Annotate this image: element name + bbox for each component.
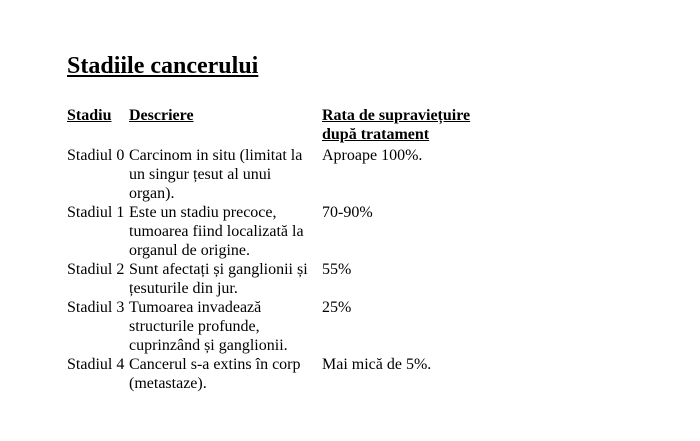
description-cell: Tumoarea invadează structurile profunde, cuprinzând și ganglionii.	[129, 299, 288, 354]
page-title: Stadiile cancerului	[67, 53, 259, 79]
column-header-description: Descriere	[129, 107, 194, 124]
column-header-stage: Stadiu	[67, 107, 112, 124]
survival-cell: 55%	[322, 261, 352, 278]
description-cell: Este un stadiu precoce, tumoarea fiind localizată la organul de origine.	[129, 204, 304, 259]
stage-cell: Stadiul 4	[67, 356, 125, 373]
survival-cell: 25%	[322, 299, 352, 316]
cancer-stages-table	[67, 106, 482, 393]
table-row	[67, 355, 482, 393]
description-cell: Carcinom in situ (limitat la un singur țesut al unui organ).	[129, 147, 303, 202]
stage-cell: Stadiul 1	[67, 204, 125, 221]
description-cell: Cancerul s-a extins în corp (metastaze).	[129, 356, 301, 392]
stage-cell: Stadiul 0	[67, 147, 125, 164]
table-header-row	[67, 106, 482, 146]
stage-cell: Stadiul 3	[67, 299, 125, 316]
description-cell: Sunt afectați și ganglionii și țesuturile din jur.	[129, 261, 308, 297]
survival-cell: Aproape 100%.	[322, 147, 423, 164]
survival-cell: Mai mică de 5%.	[322, 356, 432, 373]
table-row	[67, 298, 482, 355]
table-row	[67, 203, 482, 260]
stage-cell: Stadiul 2	[67, 261, 125, 278]
survival-cell: 70-90%	[322, 204, 373, 221]
table-row	[67, 260, 482, 298]
column-header-survival-rate: Rata de supraviețuire după tratament	[322, 107, 471, 143]
table-row	[67, 146, 482, 203]
